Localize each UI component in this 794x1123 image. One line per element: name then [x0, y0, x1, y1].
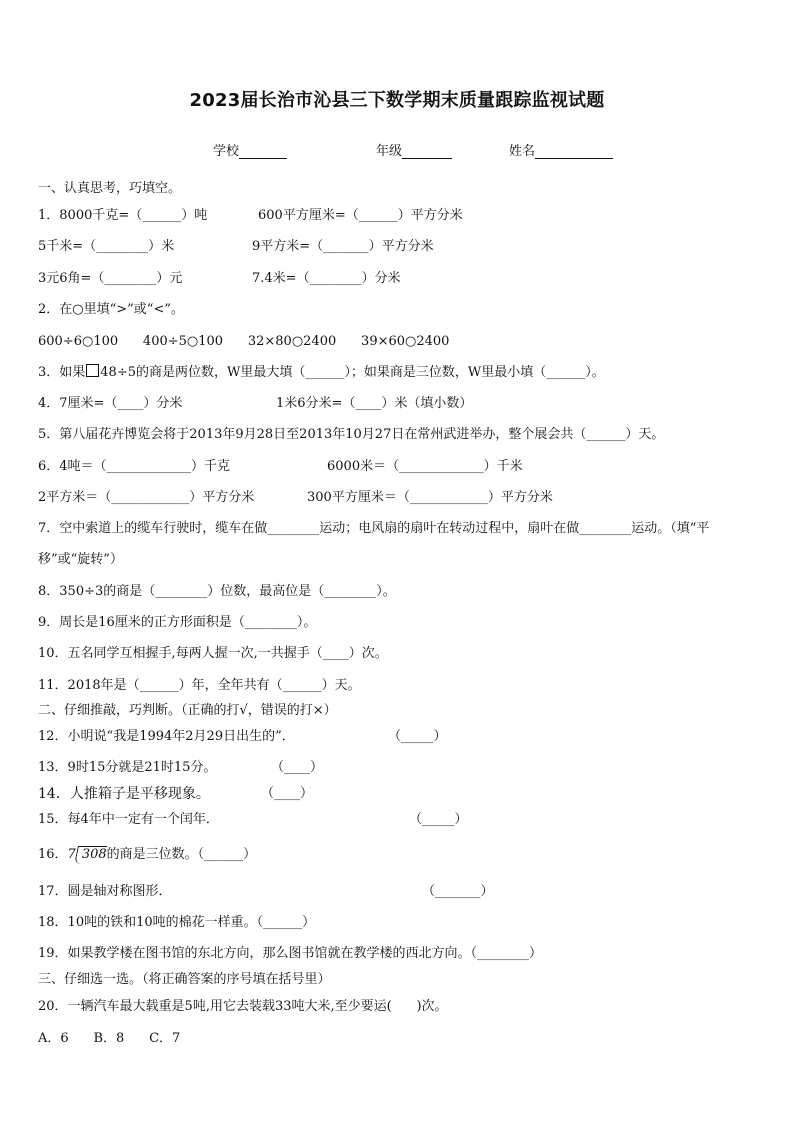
question-10: 10．五名同学互相握手,每两人握一次,一共握手（____）次。	[38, 646, 388, 661]
question-18: 18．10吨的铁和10吨的棉花一样重。（______）	[38, 915, 316, 930]
question-1d: 9平方米=（_______）平方分米	[252, 239, 434, 254]
question-16-divisor: 7	[67, 847, 76, 862]
question-15-answer[interactable]: （_____）	[409, 812, 468, 827]
question-20-options[interactable]: A．6 B．8 C．7	[38, 1031, 181, 1046]
question-2: 2．在○里填“>”或“<”。	[38, 302, 184, 317]
section-1-heading: 一、认真思考，巧填空。	[38, 181, 182, 196]
question-3-prefix: 3．如果	[38, 365, 86, 380]
question-15: 15．每4年中一定有一个闰年．	[38, 812, 219, 827]
question-16-text: 的商是三位数。（______）	[106, 847, 257, 862]
question-12-answer[interactable]: （_____）	[388, 729, 447, 744]
question-3-text: 48÷5的商是两位数，W里最大填（______）；如果商是三位数，W里最小填（______）。	[100, 365, 605, 380]
question-16-prefix: 16．	[38, 847, 68, 862]
blank-square-icon	[86, 364, 99, 377]
question-6d: 300平方厘米＝（____________）平方分米	[307, 490, 553, 505]
question-6a: 6．4吨＝（_____________）千克	[38, 459, 231, 474]
question-19: 19．如果教学楼在图书馆的东北方向，那么图书馆就在教学楼的西北方向。（________）	[38, 946, 543, 961]
question-17: 17．圆是轴对称图形．	[38, 884, 172, 899]
question-11: 11．2018年是（______）年，全年共有（______）天。	[38, 678, 361, 693]
question-12: 12．小明说“我是1994年2月29日出生的”．	[38, 729, 295, 744]
question-7b: 移”或“旋转”）	[38, 552, 123, 567]
question-1c: 5千米=（________）米	[38, 239, 175, 254]
question-4b: 1米6分米=（____）米（填小数）	[276, 396, 473, 411]
school-blank[interactable]	[239, 144, 287, 159]
grade-field[interactable]	[376, 140, 452, 159]
question-3	[38, 364, 605, 382]
question-17-answer[interactable]: （_______）	[422, 884, 494, 899]
question-5: 5．第八届花卉博览会将于2013年9月28日至2013年10月27日在常州武进举办，整个展会共（______）天。	[38, 427, 665, 442]
name-label: 姓名	[509, 144, 536, 159]
question-1a: 1．8000千克=（______）吨	[38, 208, 208, 223]
school-field[interactable]	[213, 140, 287, 159]
question-16-dividend: 308	[81, 847, 107, 862]
question-14: 14．人推箱子是平移现象。	[38, 786, 210, 802]
question-9: 9．周长是16厘米的正方形面积是（________）。	[38, 615, 317, 630]
question-1e: 3元6角=（________）元	[38, 271, 183, 286]
question-6c: 2平方米＝（____________）平方分米	[38, 490, 255, 505]
question-20: 20．一辆汽车最大载重是5吨,用它去装载33吨大米,至少要运( )次。	[38, 999, 448, 1014]
question-1f: 7.4米=（________）分米	[252, 271, 401, 286]
question-1b: 600平方厘米=（______）平方分米	[258, 208, 463, 223]
long-division-bracket	[78, 846, 107, 863]
name-field[interactable]	[509, 140, 613, 159]
grade-label: 年级	[376, 144, 403, 159]
question-2-items: 600÷6○100 400÷5○100 32×80○2400 39×60○2400	[38, 334, 450, 349]
section-2-heading: 二、仔细推敲，巧判断。（正确的打√，错误的打×）	[38, 703, 337, 718]
name-blank[interactable]	[535, 144, 613, 159]
question-4a: 4．7厘米=（____）分米	[38, 396, 183, 411]
question-13: 13．9时15分就是21时15分。	[38, 760, 217, 775]
school-label: 学校	[213, 144, 240, 159]
grade-blank[interactable]	[402, 144, 452, 159]
question-14-answer[interactable]: （____）	[261, 786, 314, 801]
question-7a: 7．空中索道上的缆车行驶时，缆车在做________运动；电风扇的扇叶在转动过程中，扇叶在做________运动。（填“平	[38, 521, 710, 536]
question-6b: 6000米＝（_____________）千米	[327, 459, 523, 474]
page-title: 2023届长治市沁县三下数学期末质量跟踪监视试题	[189, 90, 605, 111]
section-3-heading: 三、仔细选一选。（将正确答案的序号填在括号里）	[38, 972, 331, 987]
question-13-answer[interactable]: （____）	[271, 760, 324, 775]
question-16	[38, 846, 256, 864]
question-8: 8．350÷3的商是（________）位数，最高位是（________）。	[38, 584, 396, 599]
